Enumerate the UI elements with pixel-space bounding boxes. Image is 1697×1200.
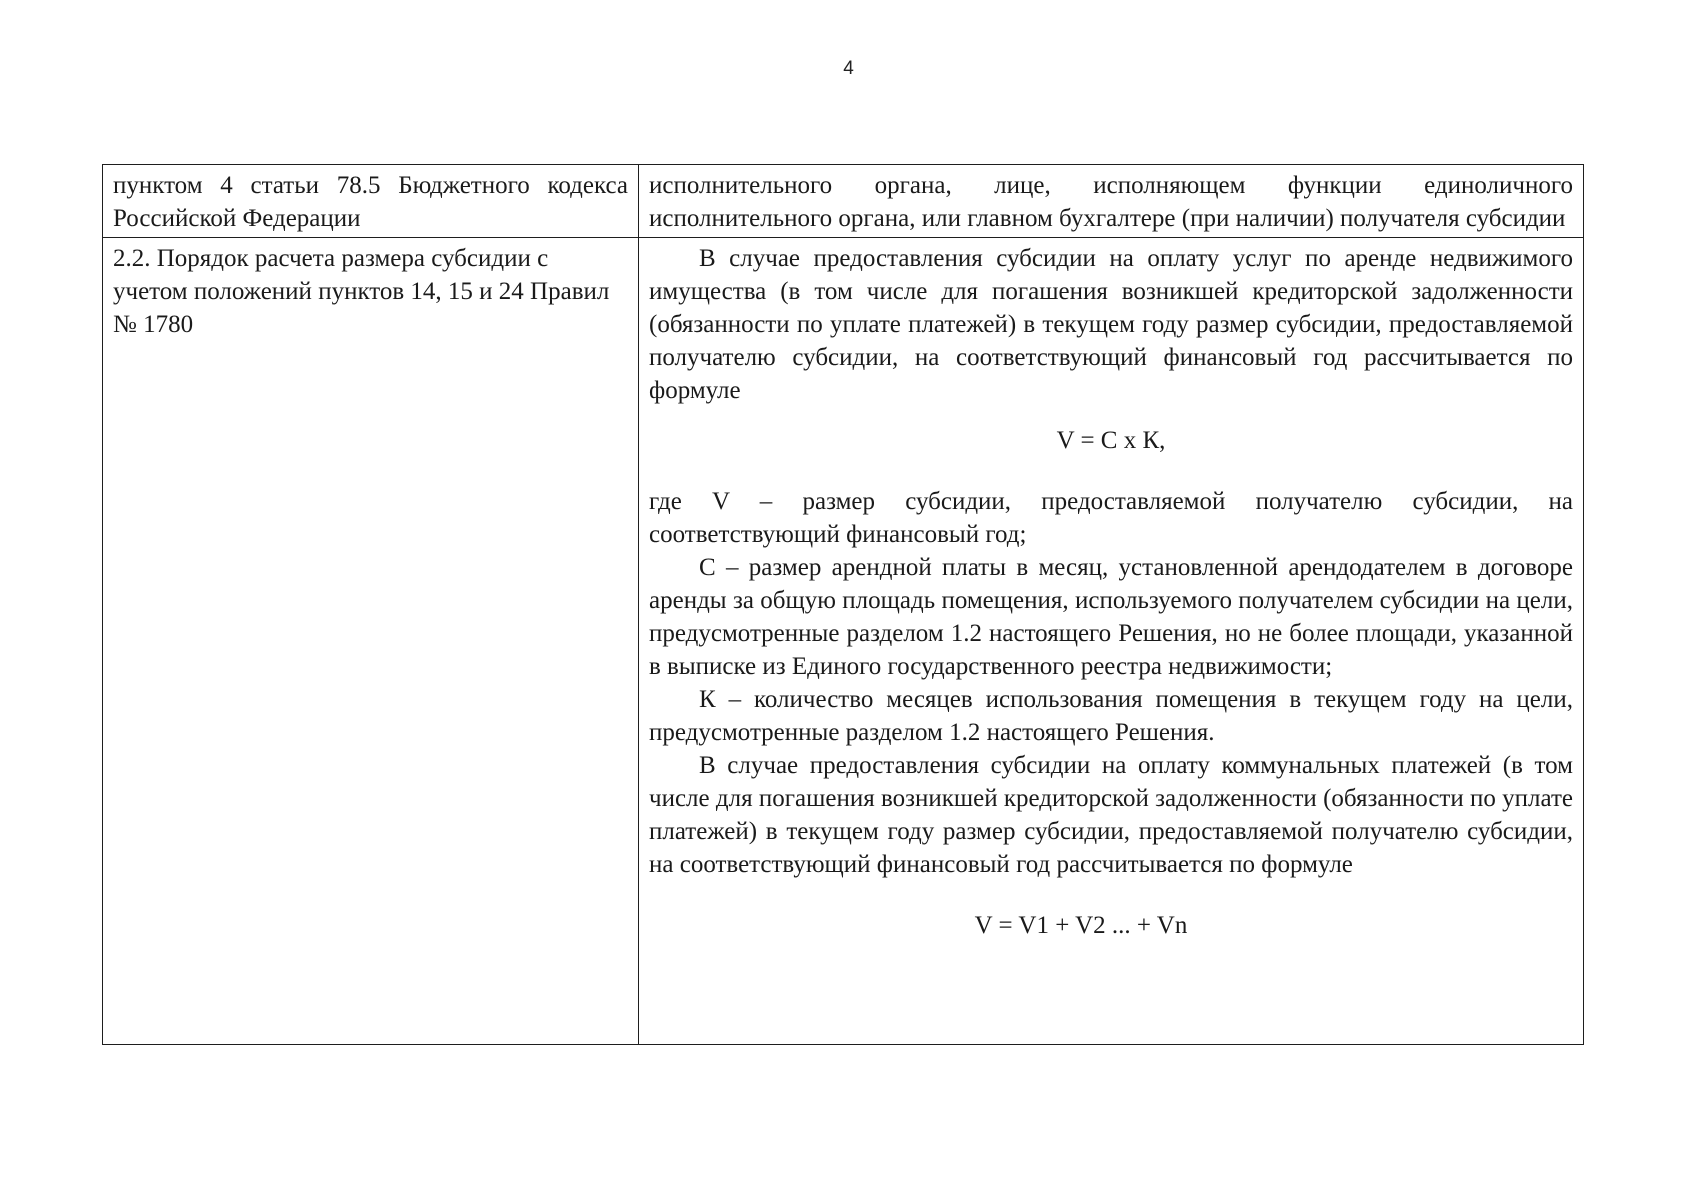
table-row — [103, 238, 1584, 1045]
paragraph-rent-intro: В случае предоставления субсидии на оплату услуг по аренде недвижимого имущества (в том числе для погашения возникшей кредиторской задолженности (обязанности по уплате платежей) в текущем году размер субсидии, предоставляемой получателю субсидии, на соответствующий финансовый год рассчитывается по формуле — [649, 245, 1573, 404]
row1-right-cell: исполнительного органа, лице, исполняющем функции единоличного исполнительного органа, или главном бухгалтере (при наличии) получателя субсидии — [639, 165, 1584, 238]
row1-left-cell: пунктом 4 статьи 78.5 Бюджетного кодекса Российской Федерации — [103, 165, 639, 238]
paragraph-v-definition: где V – размер субсидии, предоставляемой получателю субсидии, на соответствующий финансовый год; — [649, 488, 1573, 548]
paragraph-utilities-intro: В случае предоставления субсидии на оплату коммунальных платежей (в том числе для погашения возникшей кредиторской задолженности (обязанности по уплате платежей) в текущем году размер субсидии, предоставляемой получателю субсидии, на соответствующий финансовый год рассчитывается по формуле — [649, 752, 1573, 878]
document-table — [102, 164, 1584, 1045]
row2-right-cell — [639, 238, 1584, 1045]
formula-utilities: V = V1 + V2 ... + Vn — [974, 912, 1188, 939]
row2-left-cell: 2.2. Порядок расчета размера субсидии с учетом положений пунктов 14, 15 и 24 Правил № 1780 — [103, 238, 639, 1045]
formula-rent: V = С х К, — [1056, 427, 1166, 454]
paragraph-k-definition: К – количество месяцев использования помещения в текущем году на цели, предусмотренные разделом 1.2 настоящего Решения. — [649, 686, 1573, 746]
page-number: 4 — [843, 58, 854, 79]
paragraph-c-definition: С – размер арендной платы в месяц, установленной арендодателем в договоре аренды за общую площадь помещения, используемого получателем субсидии на цели, предусмотренные разделом 1.2 настоящего Решения, но не более площади, указанной в выписке из Единого государственного реестра недвижимости; — [649, 554, 1573, 680]
table-row — [103, 165, 1584, 238]
